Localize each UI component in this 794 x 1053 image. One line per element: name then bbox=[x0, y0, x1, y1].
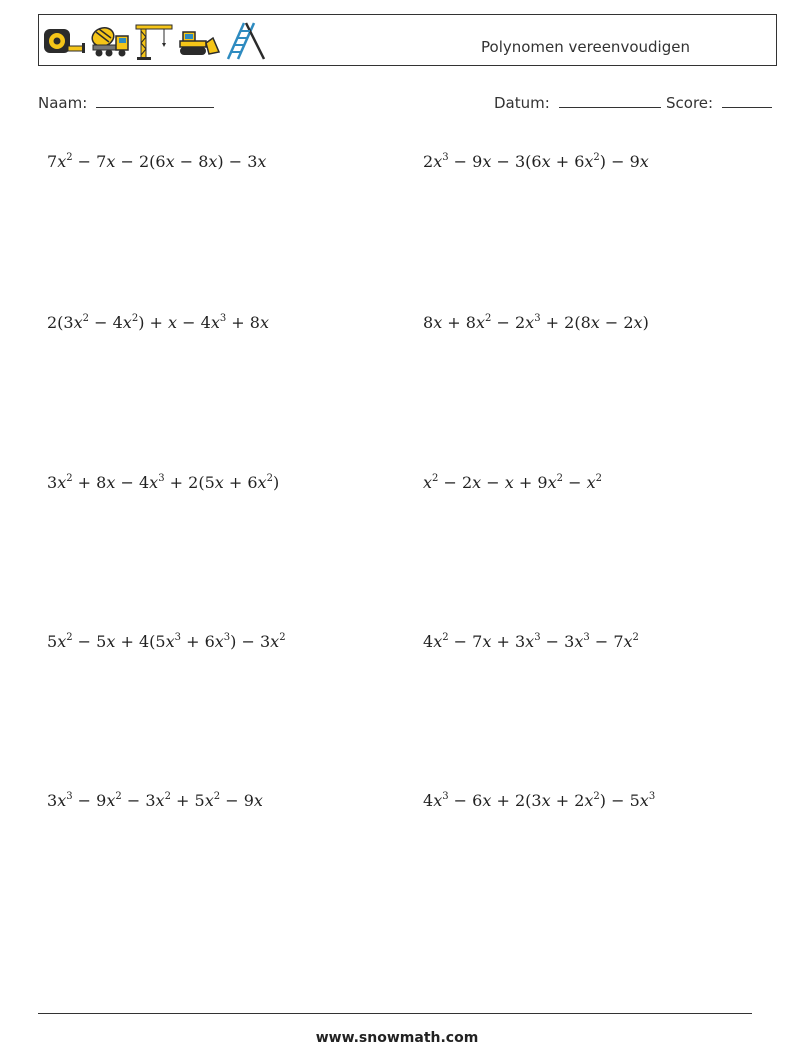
score-field[interactable] bbox=[666, 93, 772, 112]
ladder-icon bbox=[224, 21, 268, 61]
problem-5: $3x^2 + 8x - 4x^3 + 2(5x + 6x^2)$ bbox=[47, 473, 280, 492]
problem-1: $7x^2 - 7x - 2(6x - 8x) - 3x$ bbox=[47, 152, 267, 171]
date-field[interactable] bbox=[494, 93, 661, 112]
name-blank[interactable] bbox=[96, 93, 214, 108]
name-label: Naam: bbox=[38, 94, 88, 112]
tower-crane-icon bbox=[134, 21, 174, 61]
tape-measure-icon bbox=[42, 24, 86, 58]
header-icons bbox=[42, 21, 268, 61]
problem-8: $4x^2 - 7x + 3x^3 - 3x^3 - 7x^2$ bbox=[423, 632, 639, 651]
footer-divider bbox=[38, 1013, 752, 1014]
worksheet-title: Polynomen vereenvoudigen bbox=[481, 38, 690, 56]
problem-9: $3x^3 - 9x^2 - 3x^2 + 5x^2 - 9x$ bbox=[47, 791, 263, 810]
bulldozer-icon bbox=[177, 24, 221, 58]
problem-10: $4x^3 - 6x + 2(3x + 2x^2) - 5x^3$ bbox=[423, 791, 656, 810]
date-blank[interactable] bbox=[559, 93, 661, 108]
date-label: Datum: bbox=[494, 94, 550, 112]
header-box bbox=[38, 14, 777, 66]
problem-2: $2x^3 - 9x - 3(6x + 6x^2) - 9x$ bbox=[423, 152, 649, 171]
cement-mixer-icon bbox=[89, 24, 131, 58]
problem-7: $5x^2 - 5x + 4(5x^3 + 6x^3) - 3x^2$ bbox=[47, 632, 286, 651]
footer-website[interactable]: www.snowmath.com bbox=[315, 1030, 479, 1046]
problem-4: $8x + 8x^2 - 2x^3 + 2(8x - 2x)$ bbox=[423, 313, 649, 332]
score-label: Score: bbox=[666, 94, 714, 112]
problem-6: $x^2 - 2x - x + 9x^2 - x^2$ bbox=[423, 473, 602, 492]
problem-3: $2(3x^2 - 4x^2) + x - 4x^3 + 8x$ bbox=[47, 313, 270, 332]
name-field[interactable] bbox=[38, 93, 214, 112]
score-blank[interactable] bbox=[722, 93, 772, 108]
